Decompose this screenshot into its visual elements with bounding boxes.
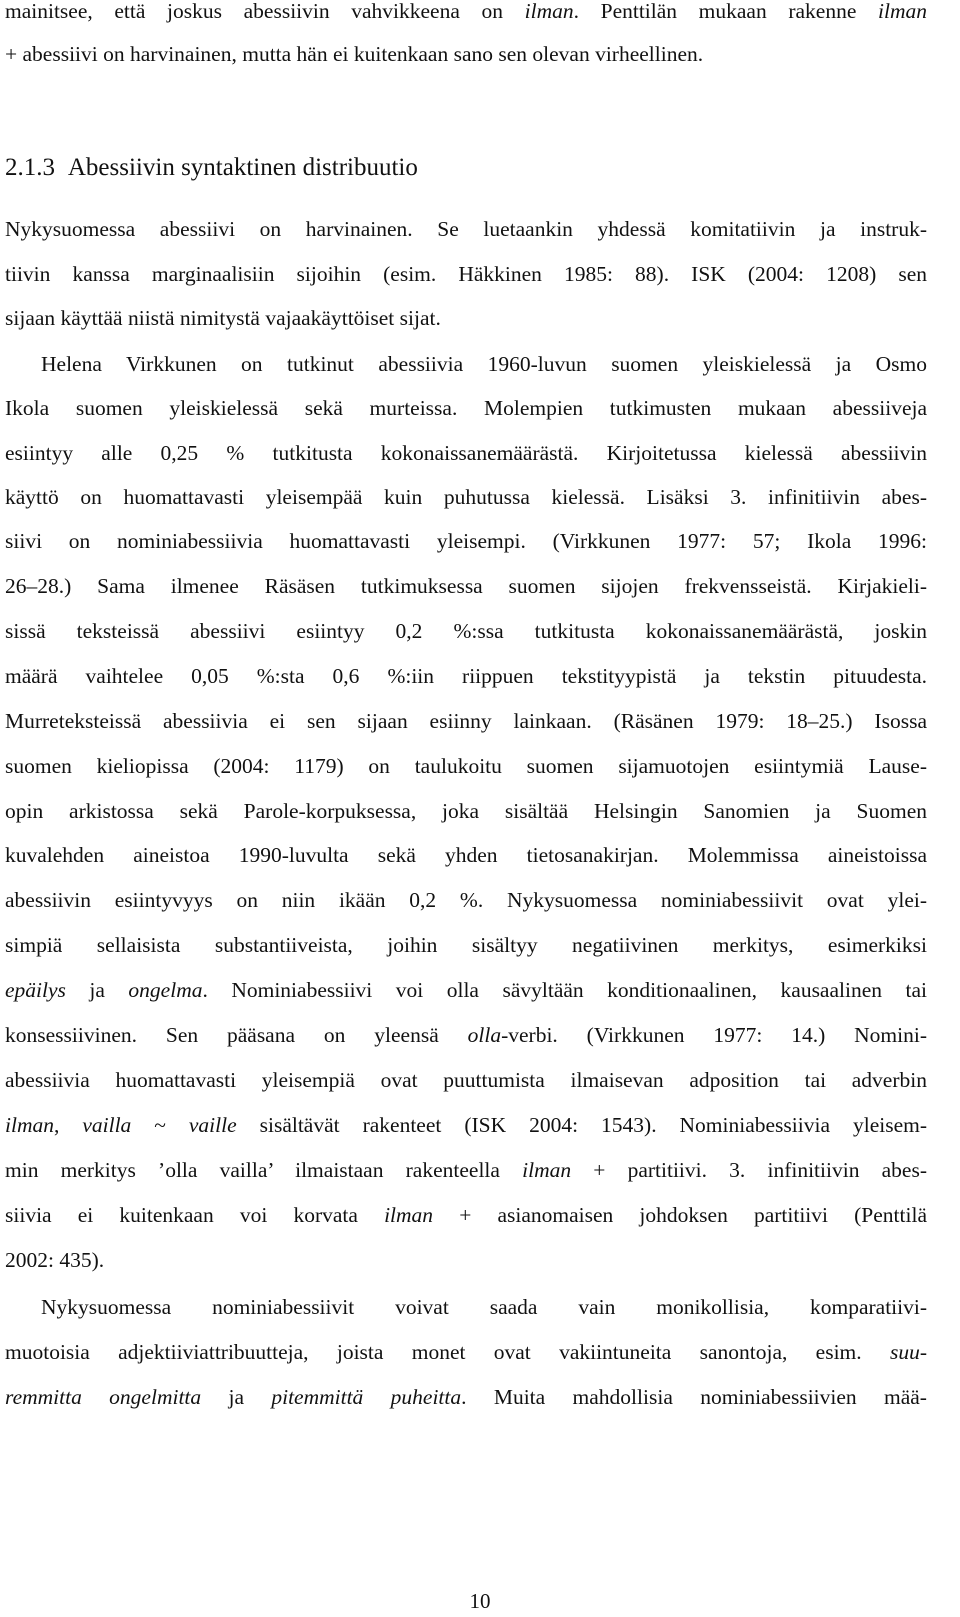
text-line: abessiivin esiintyvyys on niin ikään 0,2 %. Nykysuomessa nominiabessiivit ovat ylei- (5, 888, 927, 912)
text-line: Ikola suomen yleiskielessä sekä murteissa. Molempien tutkimusten mukaan abessiiveja (5, 396, 927, 420)
text-line: siivi on nominiabessiivia huomattavasti yleisempi. (Virkkunen 1977: 57; Ikola 1996: (5, 529, 927, 553)
text-line: käyttö on huomattavasti yleisempää kuin puhutussa kielessä. Lisäksi 3. infinitiivin abes- (5, 485, 927, 509)
text-line: 26–28.) Sama ilmenee Räsäsen tutkimuksessa suomen sijojen frekvensseistä. Kirjakieli- (5, 574, 927, 598)
section-heading (5, 151, 418, 185)
text-line: remmitta ongelmitta ja pitemmittä puheitta. Muita mahdollisia nominiabessiivien mää- (5, 1385, 927, 1409)
text-line: konsessiivinen. Sen pääsana on yleensä olla-verbi. (Virkkunen 1977: 14.) Nomini- (5, 1023, 927, 1047)
text-line: Murreteksteissä abessiivia ei sen sijaan esiinny lainkaan. (Räsänen 1979: 18–25.) Isossa (5, 709, 927, 733)
text-line: ilman, vailla ~ vaille sisältävät rakenteet (ISK 2004: 1543). Nominiabessiivia yleisem- (5, 1113, 928, 1137)
text-line: mainitsee, että joskus abessiivin vahvikkeena on ilman. Penttilän mukaan rakenne ilman (5, 0, 927, 23)
text-line: 2002: 435). (5, 1248, 105, 1272)
text-line: sissä teksteissä abessiivi esiintyy 0,2 %:ssa tutkitusta kokonaissanemäärästä, joskin (5, 619, 927, 643)
text-line: tiivin kanssa marginaalisiin sijoihin (esim. Häkkinen 1985: 88). ISK (2004: 1208) sen (5, 262, 927, 286)
text-line: simpiä sellaisista substantiiveista, joihin sisältyy negatiivinen merkitys, esimerkiksi (5, 933, 927, 957)
text-line: muotoisia adjektiiviattribuutteja, joista monet ovat vakiintuneita sanontoja, esim. suu- (5, 1340, 927, 1364)
text-line: esiintyy alle 0,25 % tutkitusta kokonaissanemäärästä. Kirjoitetussa kielessä abessiivin (5, 441, 927, 465)
text-line: Helena Virkkunen on tutkinut abessiivia 1960-luvun suomen yleiskielessä ja Osmo (41, 352, 927, 376)
text-line: min merkitys ’olla vailla’ ilmaistaan rakenteella ilman + partitiivi. 3. infinitiivin abes- (5, 1158, 927, 1182)
section-number: 2.1.3 (5, 154, 55, 181)
text-line: määrä vaihtelee 0,05 %:sta 0,6 %:iin riippuen tekstityypistä ja tekstin pituudesta. (5, 664, 927, 688)
text-line: opin arkistossa sekä Parole-korpuksessa, joka sisältää Helsingin Sanomien ja Suomen (5, 799, 927, 823)
text-line: sijaan käyttää niistä nimitystä vajaakäyttöiset sijat. (5, 306, 441, 330)
text-line: epäilys ja ongelma. Nominiabessiivi voi olla sävyltään konditionaalinen, kausaalinen tai (5, 978, 927, 1002)
text-line: + abessiivi on harvinainen, mutta hän ei kuitenkaan sano sen olevan virheellinen. (5, 42, 704, 66)
text-line: siivia ei kuitenkaan voi korvata ilman + asianomaisen johdoksen partitiivi (Penttilä (5, 1203, 927, 1227)
text-line: abessiivia huomattavasti yleisempiä ovat puuttumista ilmaisevan adposition tai adverbin (5, 1068, 927, 1092)
text-line: Nykysuomessa nominiabessiivit voivat saada vain monikollisia, komparatiivi- (41, 1295, 927, 1319)
page-number: 10 (469, 1589, 491, 1613)
text-line: kuvalehden aineistoa 1990-luvulta sekä yhden tietosanakirjan. Molemmissa aineistoissa (5, 843, 927, 867)
text-line: suomen kieliopissa (2004: 1179) on taulukoitu suomen sijamuotojen esiintymiä Lause- (5, 754, 927, 778)
text-line: Nykysuomessa abessiivi on harvinainen. Se luetaankin yhdessä komitatiivin ja instruk- (5, 217, 927, 241)
section-title: Abessiivin syntaktinen distribuutio (67, 154, 418, 181)
